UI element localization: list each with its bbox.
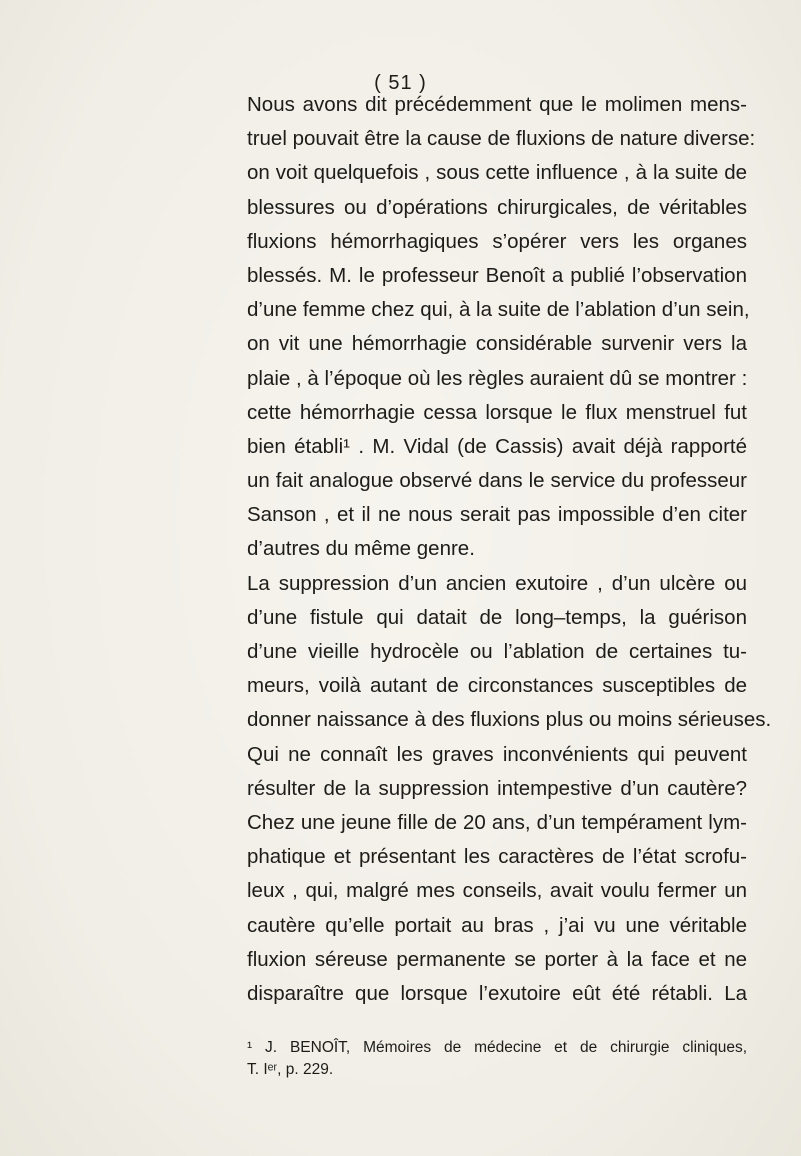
text-line: bien établi¹ . M. Vidal (de Cassis) avait déjà rapporté bbox=[247, 434, 747, 458]
text-line: d’autres du même genre. bbox=[247, 537, 475, 561]
text-line: d’une femme chez qui, à la suite de l’ablation d’un sein, bbox=[247, 298, 750, 322]
text-line: résulter de la suppression intempestive d’un cautère? bbox=[247, 776, 747, 800]
text-line: donner naissance à des fluxions plus ou moins sérieuses. bbox=[247, 708, 772, 732]
text-line: meurs, voilà autant de circonstances susceptibles de bbox=[247, 674, 747, 698]
text-line: Nous avons dit précédemment que le molimen mens- bbox=[247, 93, 747, 116]
text-line: Sanson , et il ne nous serait pas impossible d’en citer bbox=[247, 503, 747, 527]
text-line: on voit quelquefois , sous cette influence , à la suite de bbox=[247, 161, 747, 185]
text-line: Chez une jeune fille de 20 ans, d’un tempérament lym- bbox=[247, 810, 747, 834]
text-line: La suppression d’un ancien exutoire , d’un ulcère ou bbox=[247, 571, 747, 595]
text-line: un fait analogue observé dans le service du professeur bbox=[247, 469, 747, 493]
text-line: on vit une hémorrhagie considérable survenir vers la bbox=[247, 332, 747, 356]
text-line: cautère qu’elle portait au bras , j’ai vu une véritable bbox=[247, 913, 747, 937]
text-line: d’une fistule qui datait de long–temps, la guérison bbox=[247, 605, 747, 629]
text-line: fluxion séreuse permanente se porter à la face et ne bbox=[247, 947, 747, 971]
text-line: blessés. M. le professeur Benoît a publié l’observation bbox=[247, 263, 747, 287]
text-line: leux , qui, malgré mes conseils, avait voulu fermer un bbox=[247, 879, 747, 903]
text-line: cette hémorrhagie cessa lorsque le flux menstruel fut bbox=[247, 400, 747, 424]
text-line: plaie , à l’époque où les règles auraient dû se montrer : bbox=[247, 366, 748, 390]
body-text bbox=[247, 88, 772, 1011]
text-line: truel pouvait être la cause de fluxions de nature diverse: bbox=[247, 127, 756, 151]
footnote-line: T. Iᵉʳ, p. 229. bbox=[247, 1061, 334, 1078]
text-line: d’une vieille hydrocèle ou l’ablation de certaines tu- bbox=[247, 640, 747, 663]
text-line: blessures ou d’opérations chirurgicales, de véritables bbox=[247, 195, 747, 219]
page-number: ( 51 ) bbox=[374, 72, 427, 94]
text-line: fluxions hémorrhagiques s’opérer vers les organes bbox=[247, 229, 747, 253]
text-line: phatique et présentant les caractères de l’état scrofu- bbox=[247, 845, 747, 869]
text-line: Qui ne connaît les graves inconvénients qui peuvent bbox=[247, 742, 747, 766]
text-line: disparaître que lorsque l’exutoire eût été rétabli. La bbox=[247, 981, 747, 1005]
footnote-line: ¹ J. BENOÎT, Mémoires de médecine et de chirurgie cliniques, bbox=[247, 1039, 747, 1056]
footnotes bbox=[247, 1037, 747, 1081]
